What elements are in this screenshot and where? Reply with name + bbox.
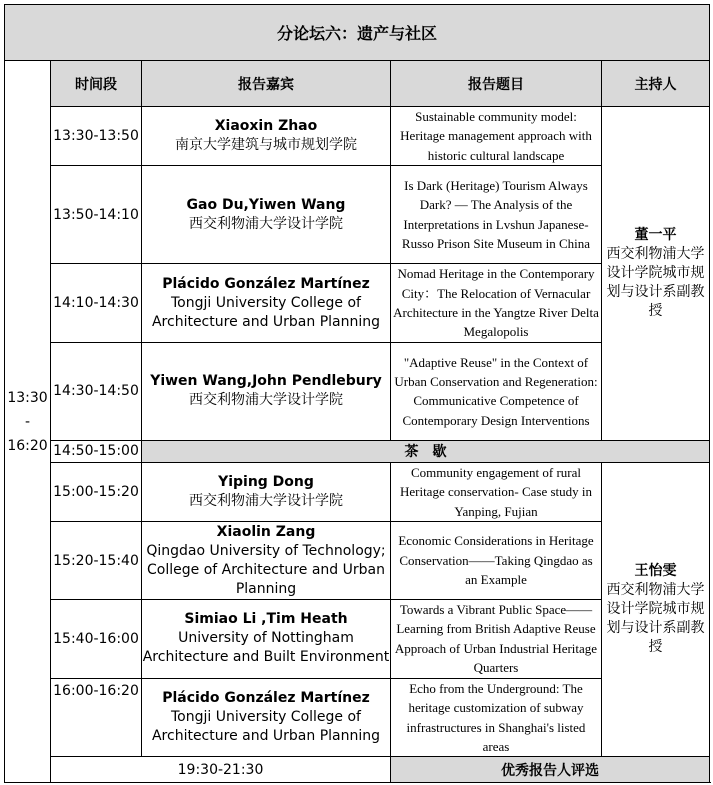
speaker-name: Gao Du,Yiwen Wang <box>186 196 346 213</box>
evening-row <box>5 757 710 783</box>
session-time <box>5 61 51 783</box>
speaker-affiliation: 西交利物浦大学设计学院 <box>189 492 343 509</box>
talk-topic: Towards a Vibrant Public Space——Learning from British Adaptive Reuse Approach of Urban Industrial Heritage Quarters <box>391 600 602 679</box>
session-start: 13:30 <box>7 389 48 406</box>
slot-time: 14:10-14:30 <box>51 264 142 343</box>
speaker-name: Yiwen Wang,John Pendlebury <box>150 373 382 390</box>
break-label: 茶 歇 <box>142 440 710 462</box>
speaker-affiliation: 南京大学建筑与城市规划学院 <box>175 137 357 154</box>
forum-title: 分论坛六：遗产与社区 <box>5 5 710 61</box>
talk-topic: Economic Considerations in Heritage Conservation——Taking Qingdao as an Example <box>391 522 602 600</box>
session-sep: - <box>24 413 31 430</box>
talk-topic: Community engagement of rural Heritage conservation- Case study in Yanping, Fujian <box>391 462 602 521</box>
talk-topic: Echo from the Underground: The heritage customization of subway infrastructures in Shanghai's listed areas <box>391 678 602 757</box>
evening-time: 19:30-21:30 <box>51 757 391 783</box>
speaker-cell <box>142 600 391 679</box>
talk-topic: "Adaptive Reuse" in the Context of Urban Conservation and Regeneration: Communicative Competence of Contemporary Design Interventions <box>391 342 602 440</box>
host-affiliation: 西交利物浦大学设计学院城市规划与设计系副教授 <box>606 245 705 319</box>
speaker-name: Plácido González Martínez <box>162 275 370 292</box>
header-time: 时间段 <box>51 61 142 107</box>
host-name: 王怡雯 <box>634 563 677 580</box>
speaker-affiliation: Tongji University College of Architecture and Urban Planning <box>151 709 381 744</box>
break-row <box>5 440 710 462</box>
host-name: 董一平 <box>634 226 677 243</box>
speaker-affiliation: Qingdao University of Technology; College of Architecture and Urban Planning <box>146 542 386 597</box>
speaker-name: Xiaoxin Zhao <box>214 118 318 135</box>
header-host: 主持人 <box>602 61 710 107</box>
host-cell <box>602 462 710 756</box>
slot-time: 15:00-15:20 <box>51 462 142 521</box>
header-topic: 报告题目 <box>391 61 602 107</box>
header-speaker: 报告嘉宾 <box>142 61 391 107</box>
slot-time: 13:30-13:50 <box>51 107 142 166</box>
speaker-affiliation: University of Nottingham Architecture and Built Environment <box>142 630 390 666</box>
slot-time: 14:30-14:50 <box>51 342 142 440</box>
talk-topic: Sustainable community model: Heritage management approach with historic cultural landscape <box>391 107 602 166</box>
speaker-affiliation: 西交利物浦大学设计学院 <box>189 392 343 409</box>
speaker-name: Xiaolin Zang <box>216 523 316 540</box>
speaker-cell <box>142 107 391 166</box>
speaker-affiliation: Tongji University College of Architecture and Urban Planning <box>151 294 381 330</box>
speaker-name: Yiping Dong <box>218 473 314 490</box>
speaker-cell <box>142 462 391 521</box>
talk-topic: Is Dark (Heritage) Tourism Always Dark? — The Analysis of the Interpretations in Lvshun Japanese-Russo Prison Site Museum in China <box>391 166 602 264</box>
slot-time: 15:40-16:00 <box>51 600 142 679</box>
speaker-cell <box>142 342 391 440</box>
speaker-affiliation: 西交利物浦大学设计学院 <box>189 215 343 232</box>
host-affiliation: 西交利物浦大学设计学院城市规划与设计系副教授 <box>606 582 705 656</box>
talk-topic: Nomad Heritage in the Contemporary City：The Relocation of Vernacular Architecture in the Yangtze River Delta Megalopolis <box>391 264 602 343</box>
slot-time: 13:50-14:10 <box>51 166 142 264</box>
speaker-cell <box>142 166 391 264</box>
speaker-cell <box>142 522 391 600</box>
speaker-name: Simiao Li ,Tim Heath <box>184 611 348 628</box>
speaker-name: Plácido González Martínez <box>162 690 370 706</box>
session-end: 16:20 <box>7 437 48 454</box>
speaker-cell <box>142 678 391 757</box>
slot-time: 16:00-16:20 <box>51 678 142 757</box>
evening-label: 优秀报告人评选 <box>391 757 710 783</box>
slot-time: 15:20-15:40 <box>51 522 142 600</box>
table-row <box>5 462 710 521</box>
host-cell <box>602 107 710 441</box>
speaker-cell <box>142 264 391 343</box>
table-row <box>5 107 710 166</box>
schedule-table <box>4 4 710 783</box>
break-time: 14:50-15:00 <box>51 440 142 462</box>
